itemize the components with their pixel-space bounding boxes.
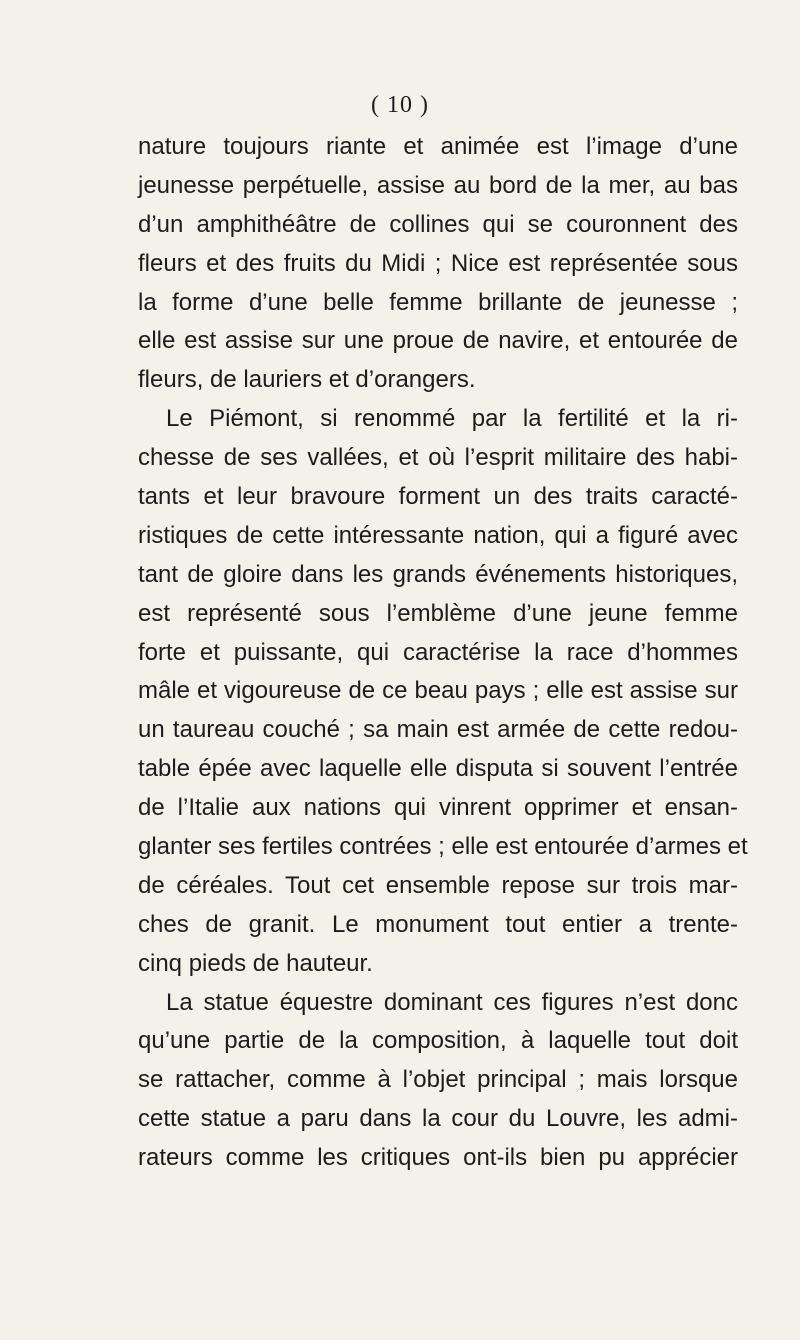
text-line: rateurs comme les critiques ont-ils bien pu apprécier — [138, 1144, 738, 1172]
text-line: glanter ses fertiles contrées ; elle est entourée d’armes et — [138, 833, 748, 861]
text-line: nature toujours riante et animée est l’image d’une — [138, 133, 738, 160]
text-line: de céréales. Tout cet ensemble repose sur trois mar- — [138, 871, 738, 899]
text-line: qu’une partie de la composition, à laquelle tout doit — [138, 1027, 738, 1055]
text-line: ches de granit. Le monument tout entier a trente- — [138, 910, 738, 938]
text-line: table épée avec laquelle elle disputa si souvent l’entrée — [138, 755, 738, 783]
paragraph-start-line: Le Piémont, si renommé par la fertilité et la ri- — [166, 405, 738, 433]
body-text — [138, 128, 748, 1178]
text-line: cette statue a paru dans la cour du Louvre, les admi- — [138, 1105, 738, 1133]
text-line: jeunesse perpétuelle, assise au bord de la mer, au bas — [138, 171, 738, 199]
text-line: d’un amphithéâtre de collines qui se couronnent des — [138, 210, 738, 238]
text-line: est représenté sous l’emblème d’une jeune femme — [138, 599, 738, 627]
text-line: fleurs, de lauriers et d’orangers. — [138, 366, 476, 394]
page-number: ( 10 ) — [371, 92, 429, 118]
text-line: se rattacher, comme à l’objet principal ; mais lorsque — [138, 1066, 738, 1094]
paragraph-start-line: La statue équestre dominant ces figures n’est donc — [166, 988, 738, 1016]
text-line: chesse de ses vallées, et où l’esprit militaire des habi- — [138, 444, 738, 472]
text-line: tant de gloire dans les grands événements historiques, — [138, 560, 738, 588]
text-line: forte et puissante, qui caractérise la race d’hommes — [138, 638, 738, 666]
text-line: mâle et vigoureuse de ce beau pays ; elle est assise sur — [138, 677, 738, 705]
text-line: tants et leur bravoure forment un des traits caracté- — [138, 483, 738, 511]
text-line: de l’Italie aux nations qui vinrent opprimer et ensan- — [138, 794, 738, 822]
text-line: cinq pieds de hauteur. — [138, 949, 373, 977]
text-line: la forme d’une belle femme brillante de jeunesse ; — [138, 288, 738, 316]
text-line: un taureau couché ; sa main est armée de cette redou- — [138, 716, 738, 744]
text-line: ristiques de cette intéressante nation, qui a figuré avec — [138, 521, 738, 549]
text-line: elle est assise sur une proue de navire, et entourée de — [138, 327, 738, 355]
text-line: fleurs et des fruits du Midi ; Nice est représentée sous — [138, 249, 738, 277]
